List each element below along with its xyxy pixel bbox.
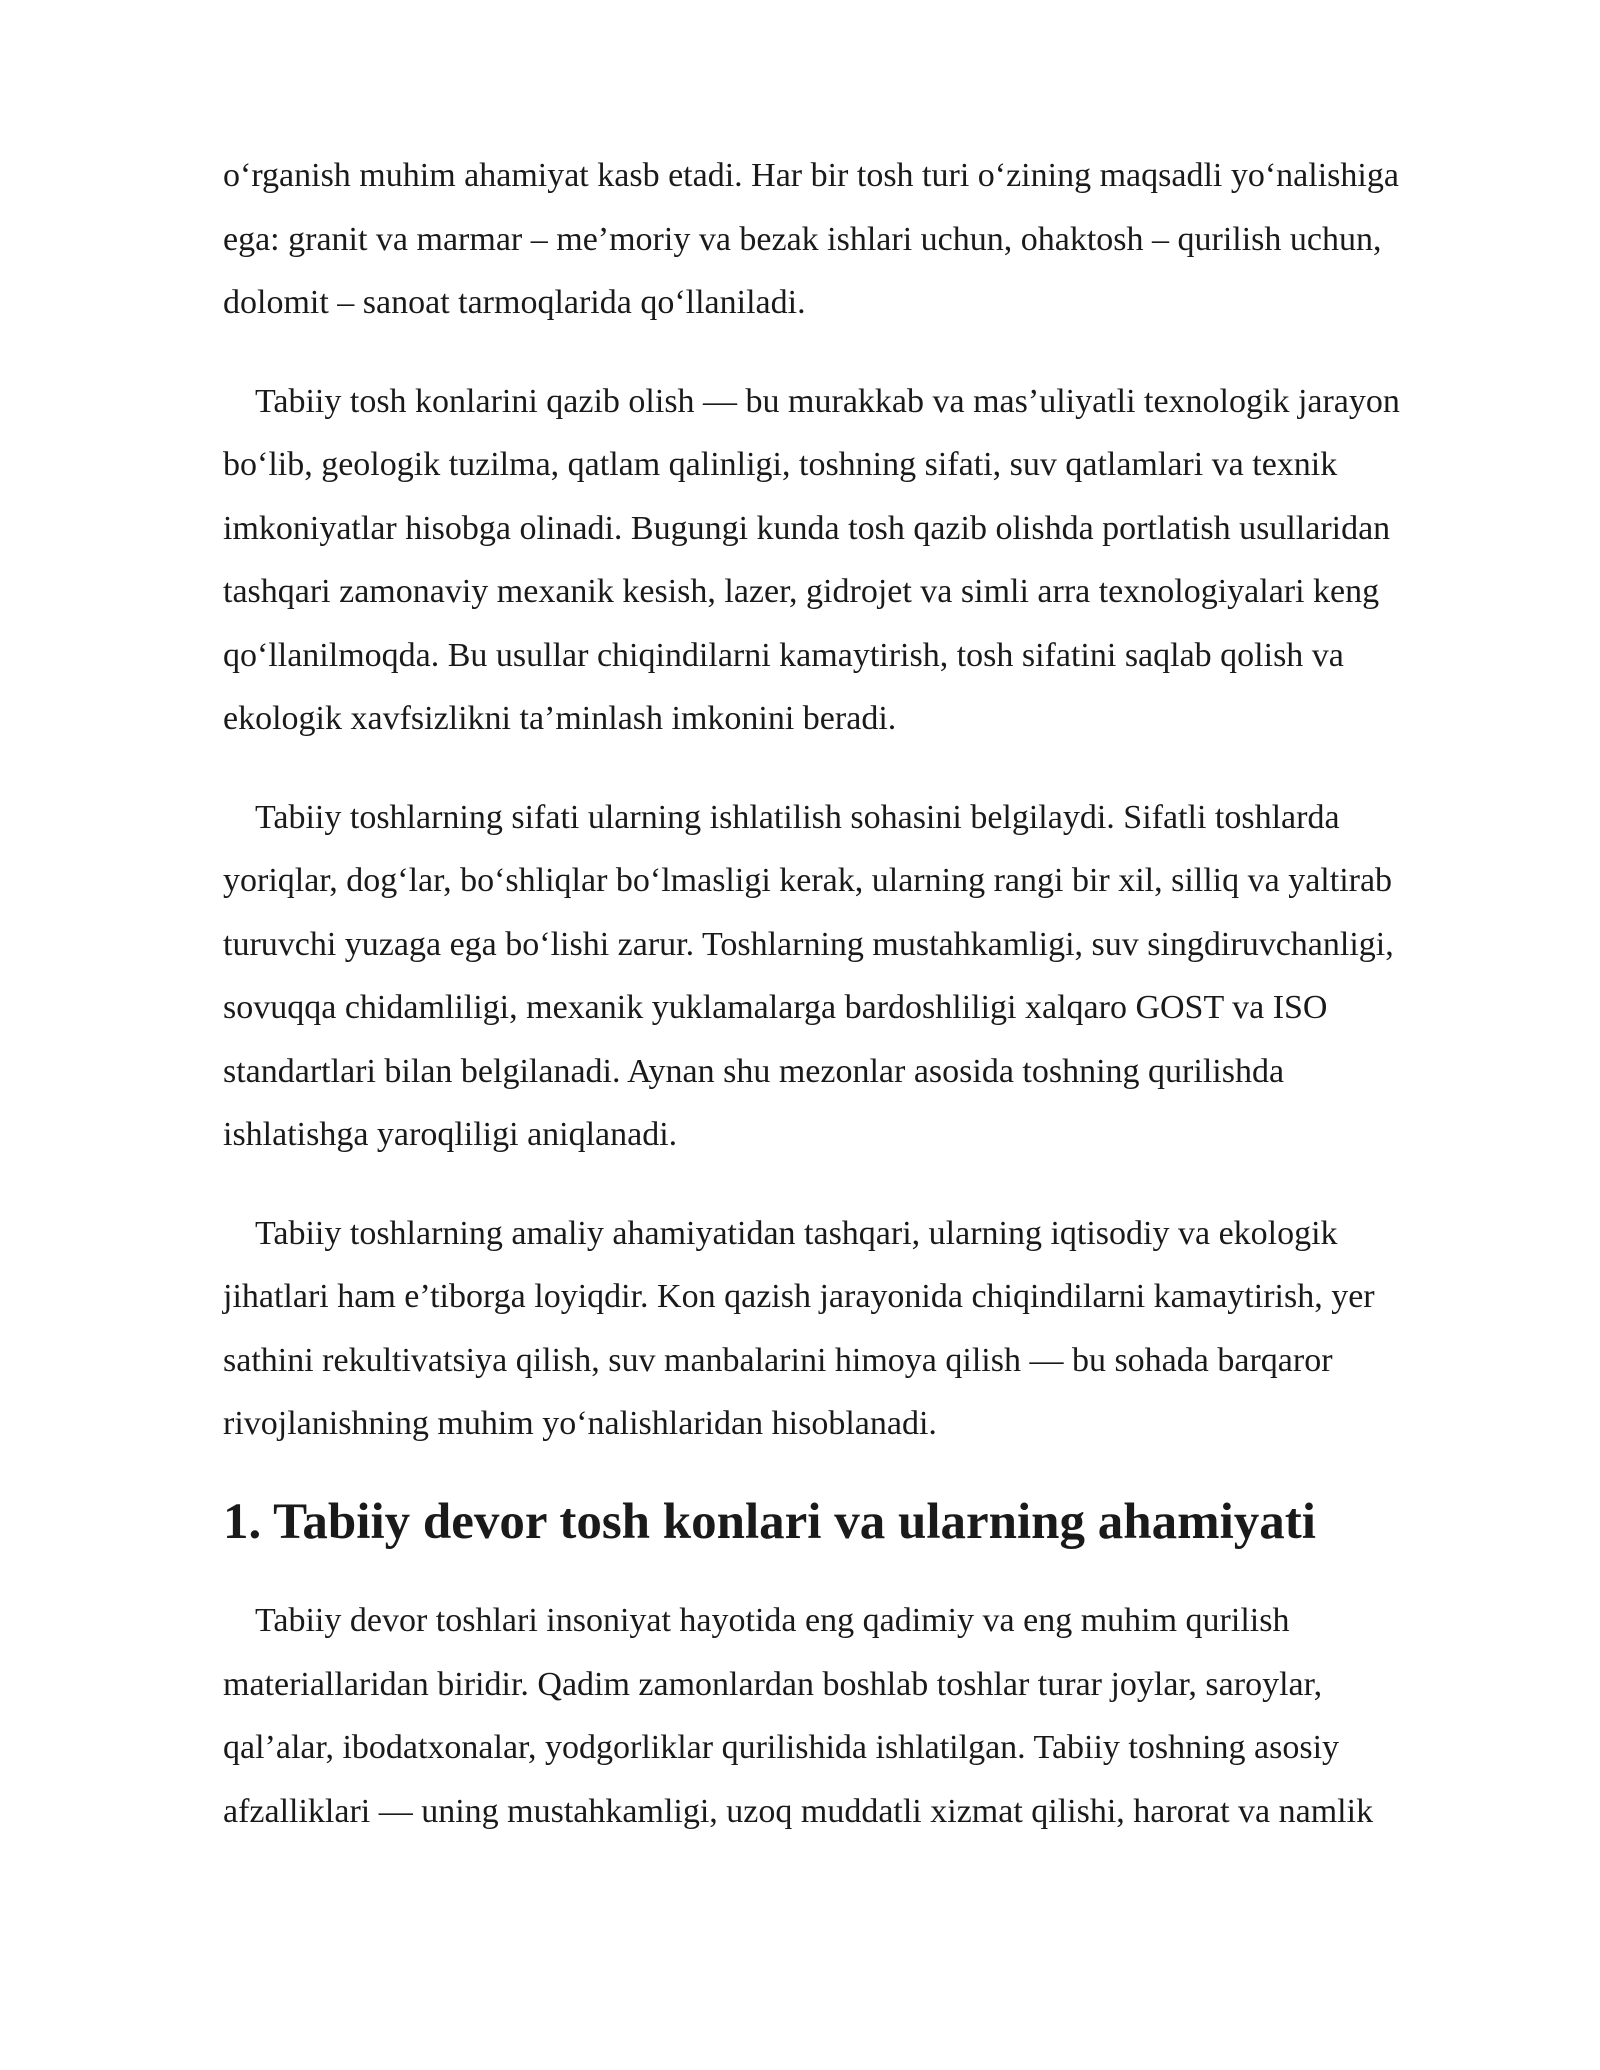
paragraph-economic-ecological: Tabiiy toshlarning amaliy ahamiyatidan tashqari, ularning iqtisodiy va ekologik jihatlari ham e’tiborga loyiqdir. Kon qazish jarayonida chiqindilarni kamaytirish, yer sathini rekultivatsiya qilish, suv manbalarini himoya qilish — bu sohada barqaror rivojlanishning muhim yo‘nalishlaridan hisoblanadi. [223,1214,1375,1442]
section-heading: 1. Tabiiy devor tosh konlari va ularning ahamiyati [223,1493,1316,1550]
paragraph-stone-extraction: Tabiiy tosh konlarini qazib olish — bu murakkab va mas’uliyatli texnologik jarayon bo‘lib, geologik tuzilma, qatlam qalinligi, toshning sifati, suv qatlamlari va texnik imkoniyatlar hisobga olinadi. Bugungi kunda tosh qazib olishda portlatish usullaridan tashqari zamonaviy mexanik kesish, lazer, gidrojet va simli arra texnologiyalari keng qo‘llanilmoqda. Bu usullar chiqindilarni kamaytirish, tosh sifatini saqlab qolish va ekologik xavfsizlikni ta’minlash imkonini beradi. [223,382,1400,737]
paragraph-stone-quality: Tabiiy toshlarning sifati ularning ishlatilish sohasini belgilaydi. Sifatli toshlarda yoriqlar, dog‘lar, bo‘shliqlar bo‘lmasligi kerak, ularning rangi bir xil, silliq va yaltirab turuvchi yuzaga ega bo‘lishi zarur. Toshlarning mustahkamligi, suv singdiruvchanligi, sovuqqa chidamliligi, mexanik yuklamalarga bardoshliligi xalqaro GOST va ISO standartlari bilan belgilanadi. Aynan shu mezonlar asosida toshning qurilishda ishlatishga yaroqliligi aniqlanadi. [223,798,1394,1153]
document-body [223,144,1508,1878]
paragraph-wall-stones: Tabiiy devor toshlari insoniyat hayotida eng qadimiy va eng muhim qurilish materiallaridan biridir. Qadim zamonlardan boshlab toshlar turar joylar, saroylar, qal’alar, ibodatxonalar, yodgorliklar qurilishida ishlatilgan. Tabiiy toshning asosiy afzalliklari — uning mustahkamligi, uzoq muddatli xizmat qilishi, harorat va namlik [223,1602,1374,1830]
paragraph-continuation: o‘rganish muhim ahamiyat kasb etadi. Har bir tosh turi o‘zining maqsadli yo‘nalishiga ega: granit va marmar – me’moriy va bezak ishlari uchun, ohaktosh – qurilish uchun, dolomit – sanoat tarmoqlarida qo‘llaniladi. [223,157,1399,321]
